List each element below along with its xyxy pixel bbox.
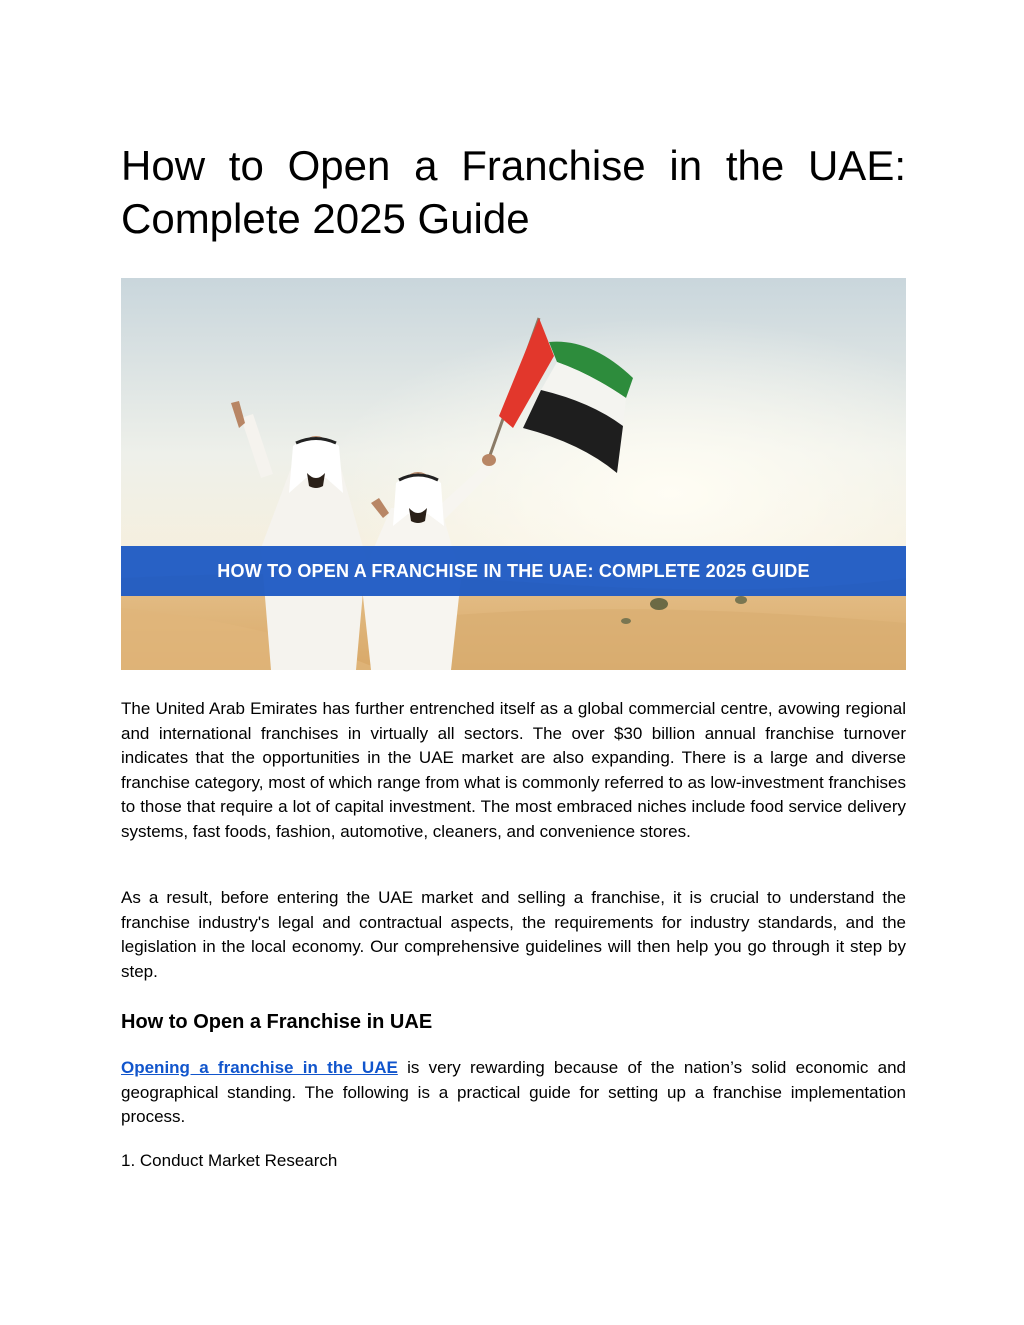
intro-paragraph: The United Arab Emirates has further entrenched itself as a global commercial centre, avowing regional and international franchises in virtually all sectors. The over $30 billion annual franchise turnover indicates that the opportunities in the UAE market are also expanding. There is a large and diverse franchise category, most of which range from what is commonly referred to as low-investment franchises to those that require a lot of capital investment. The most embraced niches include food service delivery systems, fast foods, fashion, automotive, cleaners, and convenience stores. <box>121 699 906 841</box>
context-paragraph: As a result, before entering the UAE market and selling a franchise, it is crucial to understand the franchise industry's legal and contractual aspects, the requirements for industry standards, and the legislation in the local economy. Our comprehensive guidelines will then help you go through it step by step. <box>121 888 906 981</box>
opening-franchise-link[interactable]: Opening a franchise in the UAE <box>121 1058 398 1077</box>
step-1-heading: 1. Conduct Market Research <box>121 1151 338 1170</box>
page-title <box>121 139 906 245</box>
guide-paragraph-text: is very rewarding because of the nation’s solid economic and geographical standing. The following is a practical guide for setting up a franchise implementation process. <box>121 1058 906 1126</box>
hero-banner-text: HOW TO OPEN A FRANCHISE IN THE UAE: COMPLETE 2025 GUIDE <box>217 561 810 581</box>
title-line-1: How to Open a Franchise in the UAE: <box>121 142 906 189</box>
title-line-2: Complete 2025 Guide <box>121 195 530 242</box>
section-heading: How to Open a Franchise in UAE <box>121 1011 433 1033</box>
hero-image <box>121 278 906 670</box>
guide-paragraph <box>121 1056 906 1130</box>
